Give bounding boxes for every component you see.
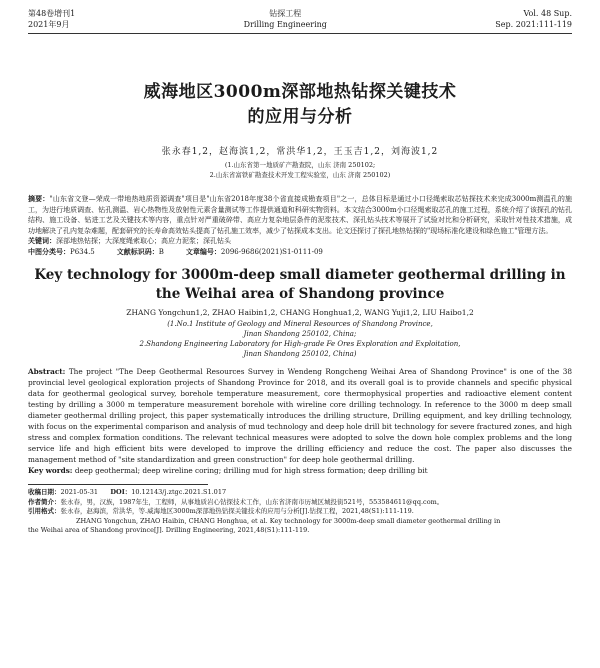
footnotes [28,488,572,536]
article-number-value: 2096-9686(2021)S1-0111-09 [220,247,323,256]
cn-keywords [28,236,572,247]
cn-authors: 张永春1,2，赵海滨1,2，常洪华1,2，王玉吉1,2，刘海波1,2 [161,147,439,157]
doi-label: DOI： [110,488,132,496]
doi-value: 10.12143/j.ztgc.2021.S1.017 [131,488,227,496]
citation-value: 张永春，赵海滨，常洪华，等.威海地区3000m深部地热钻探关键技术的应用与分析[J].钻探工程，2021,48(S1):111-119. [60,507,414,515]
en-abstract [28,366,572,465]
cn-aff1: (1.山东省第一地质矿产勘查院，山东 济南 250102; [224,161,376,169]
doc-code-group [117,247,164,258]
cn-title-line1: 威海地区3000m深部地热钻探关键技术 [143,82,457,102]
en-aff1: (1.No.1 Institute of Geology and Mineral Resources of Shandong Province, [167,320,433,328]
footnote-received [28,488,572,498]
author-bio-label: 作者简介： [28,497,61,506]
date-en: Sep. 2021:111-119 [495,20,572,29]
clc-value: P634.5 [70,247,95,256]
en-keywords [28,465,572,476]
en-abstract-label: Abstract: [28,367,66,376]
doc-code-label: 文献标识码： [116,246,159,256]
en-title-line1: Key technology for 3000m-deep small diameter geothermal drilling in [34,267,566,283]
received-label: 收稿日期： [28,488,61,496]
en-aff2b: Jinan Shandong 250102, China) [243,350,357,358]
article-number-label: 文章编号： [185,246,221,256]
cn-keywords-text: 深部地热钻探；大深度绳索取心；高应力泥浆；深孔钻头 [56,237,231,245]
en-title [28,266,572,304]
footnote-rule [28,484,208,485]
cn-title [28,80,572,130]
article-number-group [186,247,323,258]
journal-en: Drilling Engineering [243,20,327,29]
cn-abstract-label: 摘要： [28,194,50,203]
footnote-citation [28,507,572,517]
cn-title-line2: 的应用与分析 [247,107,353,127]
en-abstract-text: The project "The Deep Geothermal Resources Survey in Wendeng Rongcheng Weihai Area of Shandong Province" is one of the 38 provincial level geological exploration projects of Shandong Province for 2018, and its overall goal is to provide channels and specific physical data for geothermal geological survey, borehole temperature measurement, core thermophysical properties and radioactive element content testing by drilling a 3000 m temperature measurement borehole with wireline core drilling technology. In reference to the 3000 m deep small diameter geothermal drilling project, this paper systematically introduces the drilling structure, Drilling equipment, and key drilling technology, with focus on the experimental comparison and analysis of mud technology and deep hole drill bit technology for severe fractured zones, and high stress and complex formation conditions. The relevant technical measures were adopted to solve the down hole complex problems and the long service life and high efficient bits were developed to improve the drilling efficiency and reduce the cost. The paper also discusses the management method of "site standardization and green construction" for deep hole geothermal drilling. [28,367,573,464]
en-title-line2: the Weihai area of Shandong province [155,286,445,302]
en-keywords-text: deep geothermal; deep wireline coring; drilling mud for high stress formation; deep drilling bit [74,466,428,475]
clc-group [28,247,95,258]
cn-aff2: 2.山东省富铁矿勘查技术开发工程实验室，山东 济南 250102) [209,171,391,179]
volume-en: Vol. 48 Sup. [523,9,572,18]
citation-en-line1: ZHANG Yongchun, ZHAO Haibin, CHANG Honghua, et al. Key technology for 3000m-deep small diameter geothermal drilling in [76,516,501,525]
cn-keywords-label: 关键词： [28,236,56,245]
cn-affiliations [28,160,572,180]
clc-label: 中图分类号： [28,246,70,256]
received-value: 2021-05-31 [60,488,98,496]
header-center [244,8,327,30]
en-affiliations [28,319,572,359]
header-rule [28,33,572,34]
header-left [28,8,75,30]
author-bio-value: 张永春，男，汉族，1987年生，工程师，从事地质岩心钻探技术工作，山东省济南市历城区城投街521号，553584611@qq.com。 [60,497,444,506]
cn-abstract [28,194,572,236]
issue-cn: 第48卷增刊1 [28,9,76,18]
citation-label: 引用格式： [28,507,61,515]
en-aff1b: Jinan Shandong 250102, China; [243,330,357,338]
en-keywords-label: Key words: [28,466,73,475]
citation-en-line2: the Weihai area of Shandong province[J]. Drilling Engineering, 2021,48(S1):111-119. [28,526,310,534]
cn-abstract-text: "山东省文登—荣成一带地热地质资源调查"项目是"山东省2018年度38个省直接成勘查项目"之一，总体目标是通过小口径绳索取芯钻探技术来完成3000m测温孔的施工，为进行地质调查、钻孔测温、岩心热物性及放射性元素含量测试等工作提供通道和科研实物资料。本文结合3000m小口径绳索取芯孔的施工过程，系统介绍了该探孔的钻孔结构、施工设备、钻进工艺及关键技术等内容，重点针对严重破碎带、高应力复杂地层条件的泥浆技术、深孔钻头技术等展开了试验对比和分析研究，采取针对性技术措施，成功地解决了孔内复杂难题，配套研究的长寿命高效钻头提高了钻孔施工效率，减少了钻探成本支出。论文还探讨了探孔地热钻探的"现场标准化建设和绿色施工"管理方法。 [28,195,572,235]
journal-cn: 钻探工程 [269,9,302,18]
header-right [495,8,572,30]
en-aff2: 2.Shandong Engineering Laboratory for High-grade Fe Ores Exploration and Exploitation, [139,340,461,348]
date-cn: 2021年9月 [28,20,70,29]
en-authors: ZHANG Yongchun1,2, ZHAO Haibin1,2, CHANG Honghua1,2, WANG Yuji1,2, LIU Haibo1,2 [126,308,474,317]
running-header [28,0,572,30]
cn-classification [28,247,572,258]
footnote-author [28,498,572,508]
doc-code-value: B [158,247,164,256]
